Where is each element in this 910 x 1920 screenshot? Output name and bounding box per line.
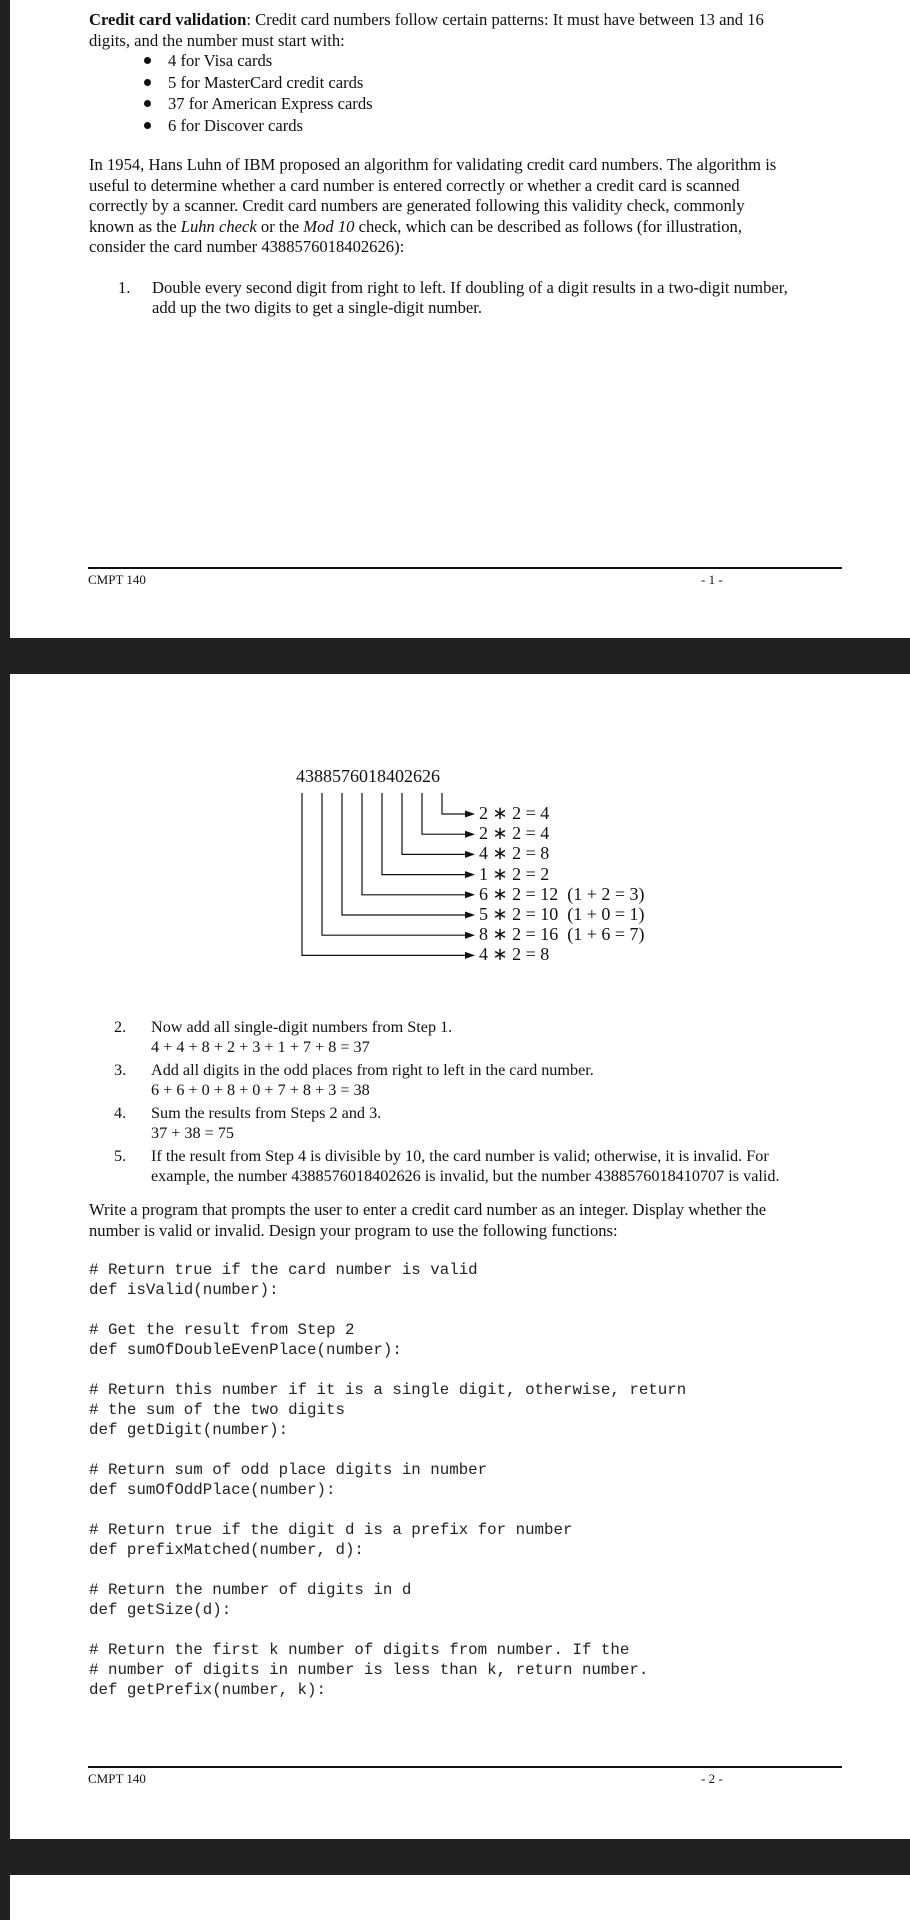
code-block-getPrefix: # Return the first k number of digits from number. If the # number of digits in number is less than k, return number. def getPrefix(number, k): [89,1641,649,1699]
connector-line [362,793,467,895]
intro-text: : Credit card numbers follow certain patterns: It must have between 13 and 16 [246,10,764,29]
step-text: Add all digits in the odd places from right to left in the card number. [151,1061,594,1079]
code-block-prefixMatched: # Return true if the digit d is a prefix for number def prefixMatched(number, d): [89,1521,573,1559]
doubling-result: 4 ∗ 2 = 8 [479,843,550,864]
diagram-connectors [302,793,467,955]
luhn-paragraph: In 1954, Hans Luhn of IBM proposed an algorithm for validating credit card numbers. The algorithm is useful to determine whether a card number is entered correctly or whether a credit card is scanned correctly by a scanner. Credit card numbers are generated following this validity check, commonly known as the Luhn check or the Mod 10 check, which can be described as follows (for illustration, consider the card number 4388576018402626): [89,155,777,256]
arrow-icon [465,932,475,939]
footer-page-number: - 1 - [701,572,723,587]
list-item: 5 for MasterCard credit cards [141,72,373,94]
arrow-icon [465,851,475,858]
bullet-icon [144,57,151,64]
step-calculation: 6 + 6 + 0 + 8 + 0 + 7 + 8 + 3 = 38 [151,1080,370,1099]
list-item: 4 for Visa cards [141,50,373,72]
arrow-icon [465,912,475,919]
connector-line [402,793,467,854]
doubling-result: 1 ∗ 2 = 2 [479,863,550,884]
intro-text-line2: digits, and the number must start with: [89,30,345,50]
step-text: Sum the results from Steps 2 and 3. [151,1104,382,1122]
code-block-getDigit: # Return this number if it is a single digit, otherwise, return # the sum of the two digits def getDigit(number): [89,1381,687,1439]
list-item: 6 for Discover cards [141,115,373,137]
step-number: 4. [114,1104,127,1122]
arrow-icon [465,831,475,838]
code-block-getSize: # Return the number of digits in d def getSize(d): [89,1581,412,1619]
document-page-3 [10,1875,910,1920]
doubling-result: 5 ∗ 2 = 10 (1 + 0 = 1) [479,904,645,924]
step-calculation: 4 + 4 + 8 + 2 + 3 + 1 + 7 + 8 = 37 [151,1037,370,1056]
step-text: Double every second digit from right to left. If doubling of a digit results in a two-digit number, add up the two digits to get a single-digit number. [152,278,788,317]
intro-heading: Credit card validation [89,10,247,29]
step-text: Now add all single-digit numbers from Step 1. [151,1018,453,1036]
doubling-result: 6 ∗ 2 = 12 (1 + 2 = 3) [479,883,645,904]
footer-page-number: - 2 - [701,1771,723,1786]
connector-line [442,793,467,814]
step-number: 1. [118,278,131,297]
document-page-1 [10,0,910,638]
step-number: 5. [114,1147,127,1165]
document-page-2 [10,674,910,1839]
step-calculation: 37 + 38 = 75 [151,1123,235,1142]
step-text-line2: example, the number 4388576018402626 is invalid, but the number 4388576018410707 is valid. [151,1166,780,1185]
arrow-icon [465,891,475,898]
card-prefix-list [141,50,373,136]
footer-rule [88,1766,842,1768]
code-block-sumOfDoubleEvenPlace: # Get the result from Step 2 def sumOfDoubleEvenPlace(number): [89,1321,402,1359]
footer-rule [88,567,842,569]
arrow-icon [465,871,475,878]
step-text: If the result from Step 4 is divisible by 10, the card number is valid; otherwise, it is invalid. For [151,1147,769,1165]
doubling-result: 4 ∗ 2 = 8 [479,944,550,965]
card-number-label: 4388576018402626 [296,766,440,786]
arrow-icon [465,811,475,818]
footer-course: CMPT 140 [88,1771,146,1786]
doubling-result: 8 ∗ 2 = 16 (1 + 6 = 7) [479,924,645,945]
code-block-sumOfOddPlace: # Return sum of odd place digits in number def sumOfOddPlace(number): [89,1461,488,1499]
arrow-icon [465,952,475,959]
doubling-result: 2 ∗ 2 = 4 [479,803,550,823]
task-paragraph: Write a program that prompts the user to enter a credit card number as an integer. Display whether the number is valid or invalid. Design your program to use the following functions: [89,1200,767,1240]
intro-paragraph [89,10,849,51]
bullet-icon [144,122,151,129]
doubling-result: 2 ∗ 2 = 4 [479,823,550,844]
bullet-icon [144,100,151,107]
bullet-icon [144,79,151,86]
luhn-doubling-diagram [10,674,910,1004]
diagram-arrowheads [465,811,475,959]
code-block-isValid: # Return true if the card number is valid def isValid(number): [89,1261,478,1299]
list-item: 37 for American Express cards [141,93,373,115]
step-number: 3. [114,1061,127,1079]
footer-course: CMPT 140 [88,572,146,587]
step-number: 2. [114,1018,127,1036]
